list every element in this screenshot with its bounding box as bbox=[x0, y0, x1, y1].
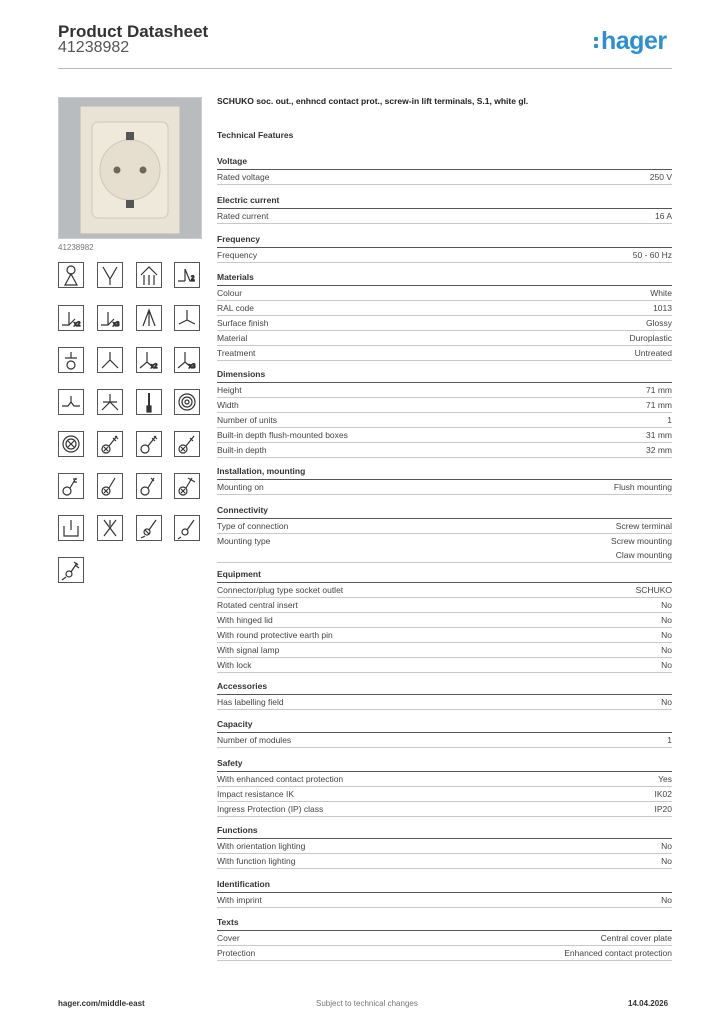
spec-section bbox=[217, 271, 672, 361]
installation-symbol-icon bbox=[136, 389, 162, 415]
product-description: SCHUKO soc. out., enhncd contact prot., screw-in lift terminals, S.1, white gl. bbox=[217, 96, 529, 106]
spec-value: 32 mm bbox=[646, 445, 672, 455]
spec-value: Central cover plate bbox=[600, 933, 672, 943]
installation-symbol-icon bbox=[174, 389, 200, 415]
spec-label: Surface finish bbox=[217, 318, 269, 328]
installation-symbol-icon bbox=[58, 347, 84, 373]
footer-website[interactable]: hager.com/middle-east bbox=[58, 999, 145, 1008]
spec-label: Width bbox=[217, 400, 239, 410]
installation-symbol-icon bbox=[174, 515, 200, 541]
page-title: Product Datasheet bbox=[58, 22, 209, 41]
spec-value: Screw mounting Claw mounting bbox=[611, 536, 672, 560]
spec-value: 16 A bbox=[654, 211, 672, 221]
spec-label: Number of units bbox=[217, 415, 277, 425]
svg-text:2: 2 bbox=[191, 276, 195, 282]
spec-row bbox=[217, 480, 672, 495]
spec-section-title: Materials bbox=[217, 271, 672, 286]
spec-value: Untreated bbox=[634, 348, 672, 358]
spec-row bbox=[217, 854, 672, 869]
installation-symbol-icon bbox=[174, 262, 200, 288]
svg-text:x3: x3 bbox=[189, 364, 196, 370]
spec-value: No bbox=[661, 600, 672, 610]
installation-symbol-icon bbox=[97, 347, 123, 373]
spec-section-title: Voltage bbox=[217, 155, 672, 170]
spec-section-title: Connectivity bbox=[217, 504, 672, 519]
spec-label: Height bbox=[217, 385, 242, 395]
image-caption: 41238982 bbox=[58, 243, 94, 252]
svg-text:x2: x2 bbox=[151, 364, 158, 370]
spec-label: With round protective earth pin bbox=[217, 630, 333, 640]
spec-row bbox=[217, 301, 672, 316]
spec-row bbox=[217, 248, 672, 263]
spec-row bbox=[217, 802, 672, 817]
spec-value: 50 - 60 Hz bbox=[632, 250, 672, 260]
spec-row bbox=[217, 598, 672, 613]
socket-plate-image bbox=[80, 106, 180, 234]
spec-row bbox=[217, 398, 672, 413]
spec-value: No bbox=[661, 630, 672, 640]
spec-row bbox=[217, 628, 672, 643]
spec-row bbox=[217, 733, 672, 748]
spec-value: IP20 bbox=[654, 804, 672, 814]
spec-row bbox=[217, 209, 672, 224]
spec-label: Rated current bbox=[217, 211, 269, 221]
spec-value: No bbox=[661, 841, 672, 851]
spec-row bbox=[217, 931, 672, 946]
installation-symbol-icon bbox=[58, 389, 84, 415]
spec-value: Duroplastic bbox=[629, 333, 672, 343]
spec-section bbox=[217, 824, 672, 869]
spec-section-title: Functions bbox=[217, 824, 672, 839]
spec-row bbox=[217, 583, 672, 598]
spec-value: SCHUKO bbox=[635, 585, 672, 595]
spec-row bbox=[217, 428, 672, 443]
installation-symbol-icon bbox=[136, 347, 162, 373]
spec-label: Cover bbox=[217, 933, 240, 943]
spec-value: IK02 bbox=[654, 789, 672, 799]
spec-row bbox=[217, 893, 672, 908]
spec-row bbox=[217, 443, 672, 458]
spec-section bbox=[217, 233, 672, 263]
spec-label: Treatment bbox=[217, 348, 256, 358]
technical-features-heading: Technical Features bbox=[217, 130, 294, 140]
spec-value: 1013 bbox=[653, 303, 672, 313]
brand-logo bbox=[594, 27, 667, 56]
installation-symbol-icon bbox=[136, 262, 162, 288]
spec-label: With enhanced contact protection bbox=[217, 774, 344, 784]
spec-section bbox=[217, 916, 672, 961]
spec-section bbox=[217, 465, 672, 495]
spec-label: With hinged lid bbox=[217, 615, 273, 625]
svg-text:x3: x3 bbox=[113, 322, 120, 328]
spec-row bbox=[217, 658, 672, 673]
spec-section-title: Frequency bbox=[217, 233, 672, 248]
installation-symbol-icon bbox=[97, 262, 123, 288]
spec-section bbox=[217, 568, 672, 673]
installation-symbol-icon bbox=[58, 515, 84, 541]
spec-value: 1 bbox=[667, 735, 672, 745]
spec-label: Number of modules bbox=[217, 735, 292, 745]
spec-row bbox=[217, 787, 672, 802]
spec-value: No bbox=[661, 895, 672, 905]
spec-label: Ingress Protection (IP) class bbox=[217, 804, 324, 814]
spec-section-title: Capacity bbox=[217, 718, 672, 733]
spec-row bbox=[217, 695, 672, 710]
spec-label: Mounting type bbox=[217, 536, 271, 546]
spec-value: Screw terminal bbox=[615, 521, 672, 531]
spec-row bbox=[217, 946, 672, 961]
spec-label: Protection bbox=[217, 948, 256, 958]
spec-value: 1 bbox=[667, 415, 672, 425]
installation-symbol-icon bbox=[58, 262, 84, 288]
spec-label: Built-in depth flush-mounted boxes bbox=[217, 430, 348, 440]
spec-label: Impact resistance IK bbox=[217, 789, 295, 799]
spec-row bbox=[217, 772, 672, 787]
spec-section-title: Accessories bbox=[217, 680, 672, 695]
spec-value: 71 mm bbox=[646, 385, 672, 395]
spec-section bbox=[217, 194, 672, 224]
spec-label: Material bbox=[217, 333, 248, 343]
spec-row bbox=[217, 839, 672, 854]
spec-label: Colour bbox=[217, 288, 243, 298]
spec-value: 31 mm bbox=[646, 430, 672, 440]
footer-notice: Subject to technical changes bbox=[316, 999, 418, 1008]
spec-label: Rated voltage bbox=[217, 172, 270, 182]
spec-section-title: Safety bbox=[217, 757, 672, 772]
installation-symbol-icon bbox=[58, 557, 84, 583]
spec-label: With imprint bbox=[217, 895, 262, 905]
spec-section bbox=[217, 878, 672, 908]
spec-value: Enhanced contact protection bbox=[564, 948, 672, 958]
spec-value: Yes bbox=[658, 774, 672, 784]
spec-label: Frequency bbox=[217, 250, 258, 260]
spec-section-title: Texts bbox=[217, 916, 672, 931]
installation-symbol-icon bbox=[97, 389, 123, 415]
spec-label: Mounting on bbox=[217, 482, 264, 492]
installation-symbol-icon bbox=[136, 305, 162, 331]
spec-section-title: Electric current bbox=[217, 194, 672, 209]
installation-symbol-icon bbox=[174, 347, 200, 373]
spec-label: Rotated central insert bbox=[217, 600, 298, 610]
spec-label: With function lighting bbox=[217, 856, 296, 866]
installation-symbol-icon bbox=[97, 515, 123, 541]
spec-section-title: Equipment bbox=[217, 568, 672, 583]
installation-symbol-icon bbox=[174, 305, 200, 331]
installation-symbol-icon bbox=[58, 473, 84, 499]
installation-symbol-icon bbox=[97, 305, 123, 331]
spec-section-title: Installation, mounting bbox=[217, 465, 672, 480]
installation-symbol-icon bbox=[58, 305, 84, 331]
installation-symbol-icon bbox=[174, 473, 200, 499]
brand-name: hager bbox=[601, 27, 667, 55]
installation-symbol-icon bbox=[97, 473, 123, 499]
spec-row bbox=[217, 346, 672, 361]
installation-symbol-icon bbox=[97, 431, 123, 457]
installation-symbol-icon bbox=[58, 431, 84, 457]
spec-label: Built-in depth bbox=[217, 445, 267, 455]
spec-section bbox=[217, 718, 672, 748]
installation-symbol-icon bbox=[136, 473, 162, 499]
spec-row bbox=[217, 331, 672, 346]
spec-value: No bbox=[661, 697, 672, 707]
spec-label: Has labelling field bbox=[217, 697, 284, 707]
spec-row bbox=[217, 413, 672, 428]
spec-row bbox=[217, 613, 672, 628]
spec-section bbox=[217, 504, 672, 563]
spec-value: No bbox=[661, 856, 672, 866]
spec-value: No bbox=[661, 645, 672, 655]
footer-date: 14.04.2026 bbox=[628, 999, 669, 1008]
product-code: 41238982 bbox=[58, 39, 130, 56]
spec-value: White bbox=[650, 288, 672, 298]
spec-row bbox=[217, 286, 672, 301]
spec-label: With lock bbox=[217, 660, 252, 670]
spec-row bbox=[217, 170, 672, 185]
header-divider bbox=[58, 68, 672, 69]
installation-symbol-icon bbox=[136, 431, 162, 457]
spec-label: With signal lamp bbox=[217, 645, 280, 655]
spec-label: With orientation lighting bbox=[217, 841, 306, 851]
spec-row bbox=[217, 383, 672, 398]
spec-section bbox=[217, 155, 672, 185]
installation-symbol-icon bbox=[136, 515, 162, 541]
spec-value: 250 V bbox=[649, 172, 672, 182]
installation-symbol-icon bbox=[174, 431, 200, 457]
spec-value: No bbox=[661, 660, 672, 670]
spec-row bbox=[217, 519, 672, 534]
spec-section-title: Dimensions bbox=[217, 368, 672, 383]
spec-value: Flush mounting bbox=[613, 482, 672, 492]
spec-row bbox=[217, 316, 672, 331]
spec-section-title: Identification bbox=[217, 878, 672, 893]
spec-row bbox=[217, 643, 672, 658]
spec-row bbox=[217, 534, 672, 563]
spec-section bbox=[217, 368, 672, 458]
svg-text:x2: x2 bbox=[74, 322, 81, 328]
spec-value: No bbox=[661, 615, 672, 625]
spec-value: 71 mm bbox=[646, 400, 672, 410]
spec-value: Glossy bbox=[646, 318, 672, 328]
spec-section bbox=[217, 757, 672, 817]
spec-section bbox=[217, 680, 672, 710]
spec-label: RAL code bbox=[217, 303, 255, 313]
spec-label: Connector/plug type socket outlet bbox=[217, 585, 344, 595]
spec-label: Type of connection bbox=[217, 521, 289, 531]
